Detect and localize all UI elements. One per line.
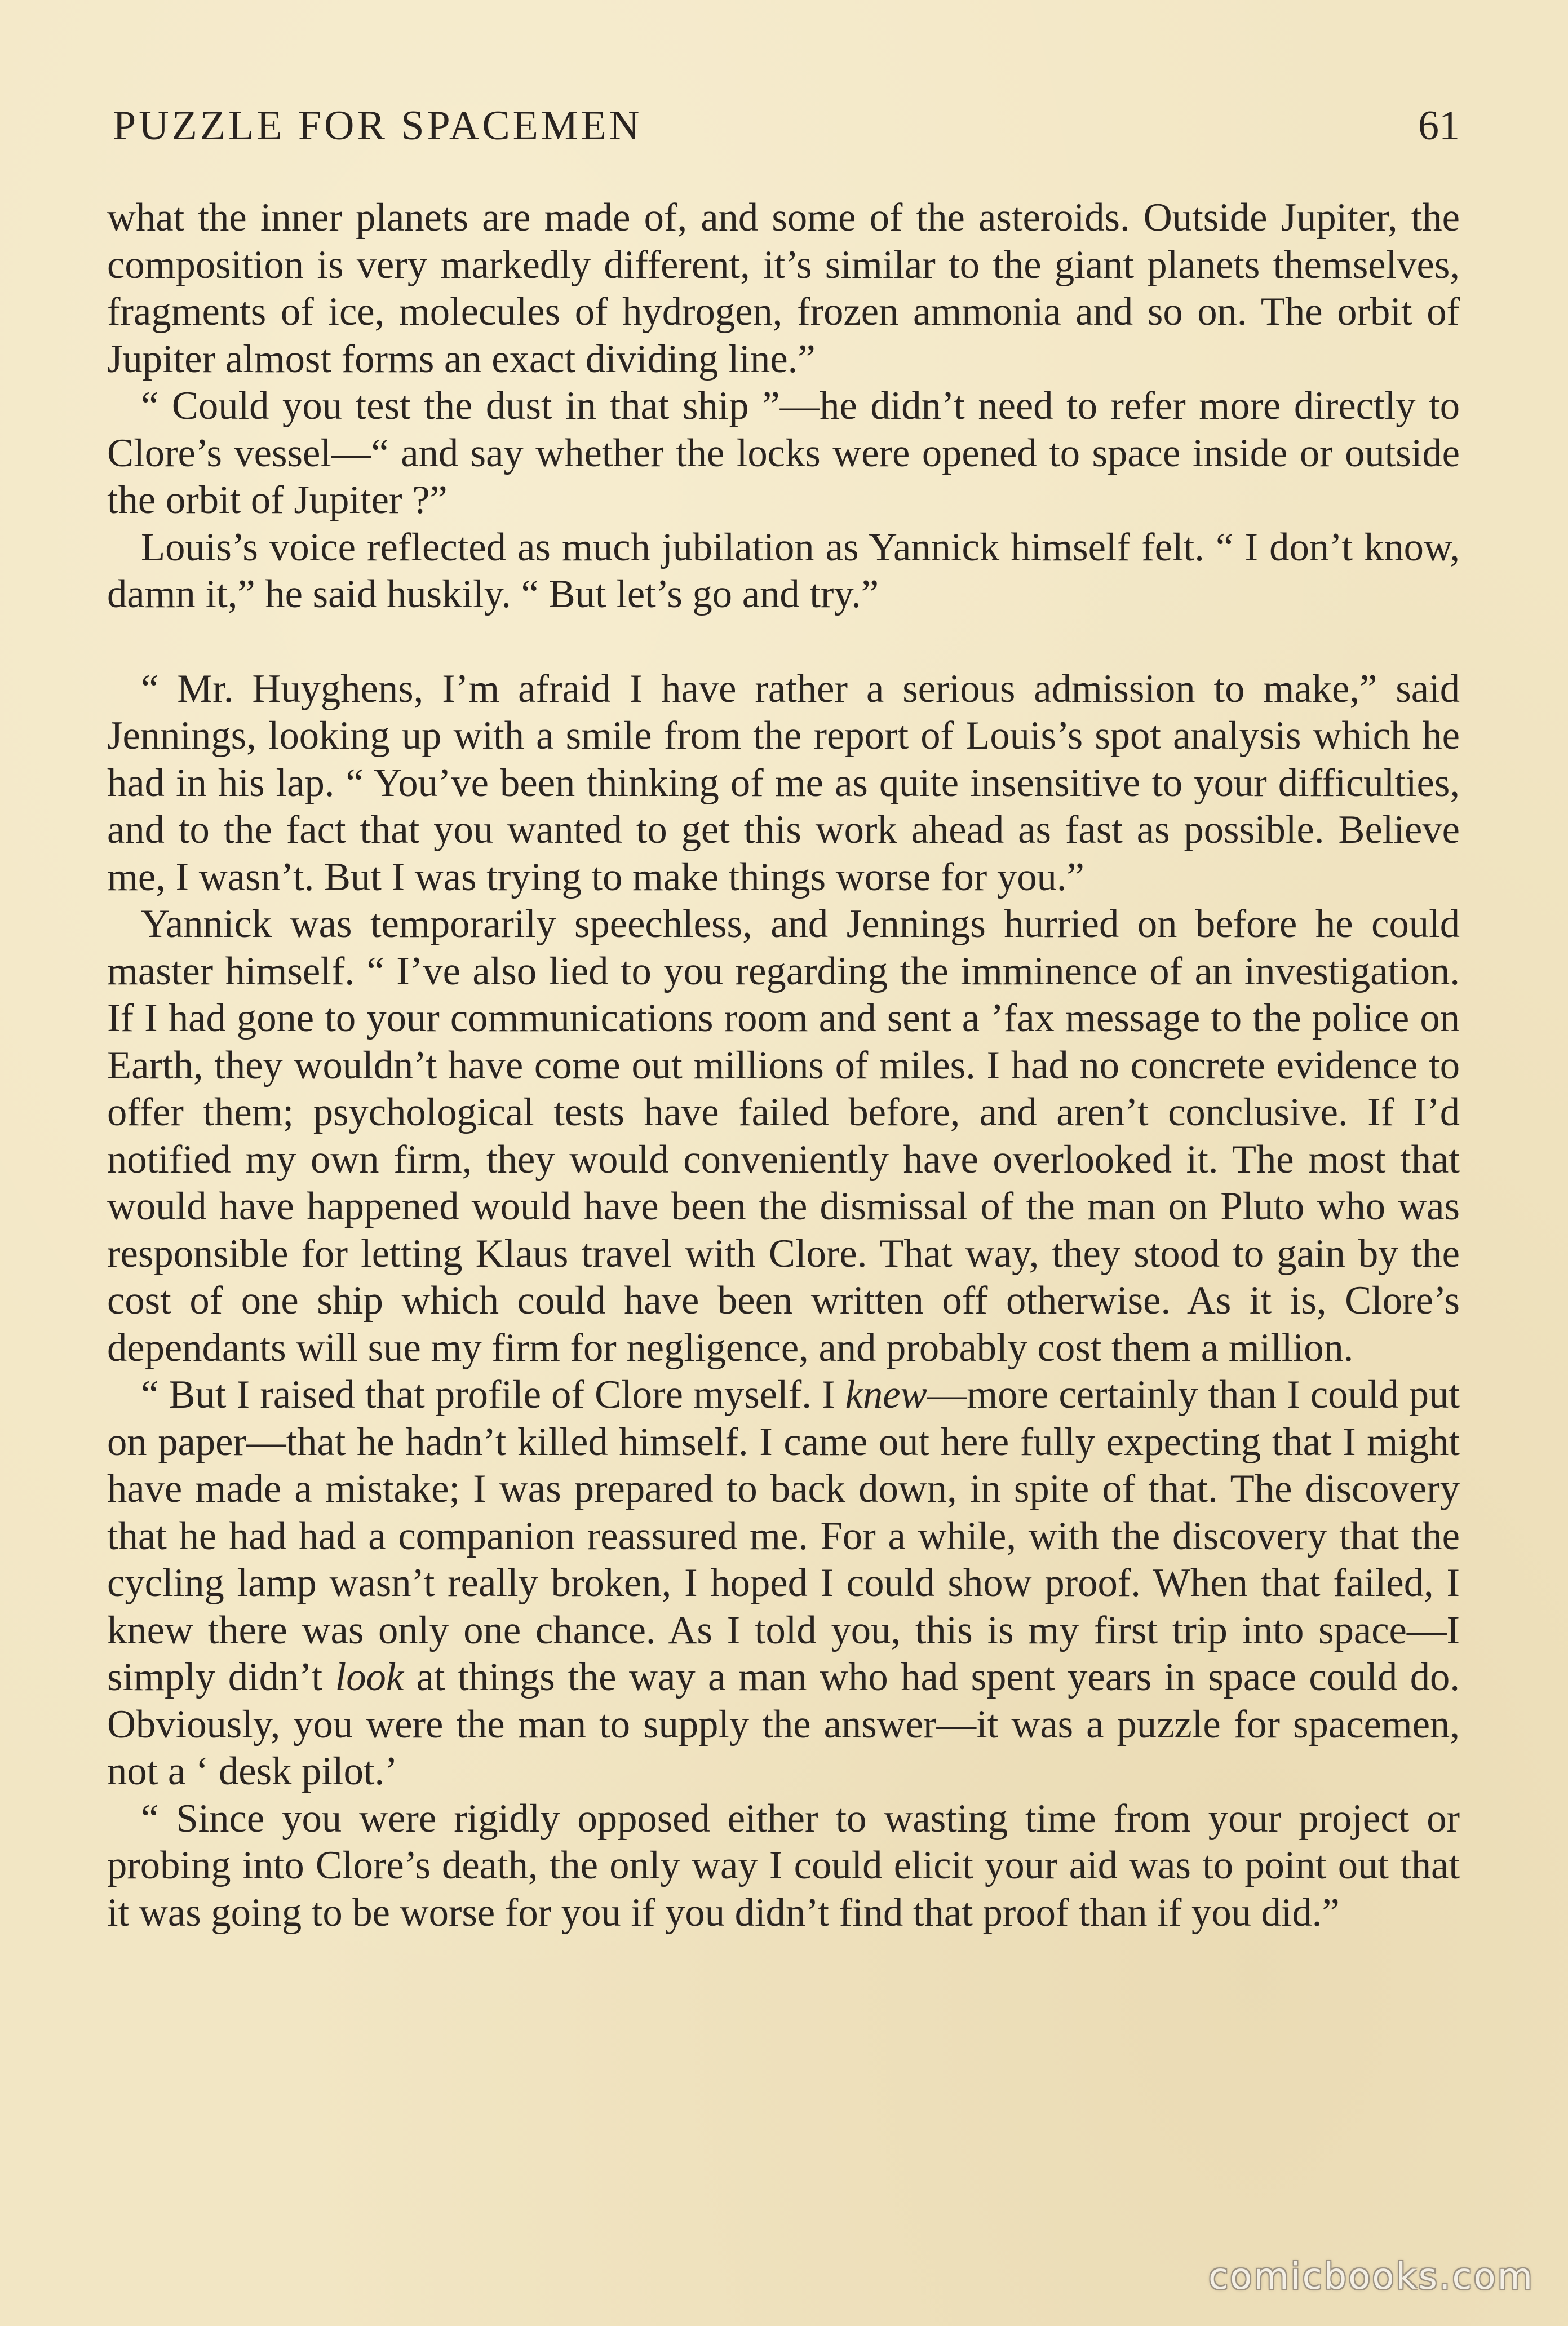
running-head bbox=[113, 95, 1460, 157]
page-number: 61 bbox=[1418, 103, 1460, 149]
watermark: comicbooks.com bbox=[1208, 2256, 1534, 2298]
emphasis-look: look bbox=[335, 1655, 404, 1699]
paragraph-6-part-3: at things the way a man who had spent years in space could do. Obviously, you were the man to supply the answer—it was a puzzle for spacemen, not a ‘ desk pilot.’ bbox=[107, 1655, 1460, 1793]
paragraph-1: what the inner planets are made of, and some of the asteroids. Outside Jupiter, the composition is very markedly different, it’s similar to the giant planets themselves, fragments of ice, molecules of hydrogen, frozen ammonia and so on. The orbit of Jupiter almost forms an exact dividing line.” bbox=[107, 196, 1460, 381]
paragraph-5: Yannick was temporarily speechless, and Jennings hurried on before he could master himself. “ I’ve also lied to you regarding the imminence of an investigation. If I had gone to your communications room and sent a ’fax message to the police on Earth, they wouldn’t have come out millions of miles. I had no concrete evidence to offer them; psychological tests have failed before, and aren’t conclusive. If I’d notified my own firm, they would conveniently have overlooked it. The most that would have happened would have been the dismissal of the man on Pluto who was responsible for letting Klaus travel with Clore. That way, they stood to gain by the cost of one ship which could have been written off otherwise. As it is, Clore’s dependants will sue my firm for negligence, and probably cost them a million. bbox=[107, 902, 1460, 1370]
running-title: PUZZLE FOR SPACEMEN bbox=[113, 103, 643, 149]
paragraph-6-part-2: —more certainly than I could put on paper—that he hadn’t killed himself. I came out here fully expecting that I might have made a mistake; I was prepared to back down, in spite of that. The discovery that he had had a companion reassured me. For a while, with the discovery that the cycling lamp wasn’t really broken, I hoped I could show proof. When that failed, I knew there was only one chance. As I told you, this is my first trip into space—I simply didn’t bbox=[107, 1373, 1460, 1699]
paragraph-3: Louis’s voice reflected as much jubilation as Yannick himself felt. “ I don’t know, damn it,” he said huskily. “ But let’s go and try.” bbox=[107, 525, 1460, 616]
section-break bbox=[107, 618, 1460, 666]
paragraph-6 bbox=[107, 1372, 1460, 1796]
emphasis-knew: knew bbox=[845, 1373, 927, 1417]
paragraph-6-part-1: “ But I raised that profile of Clore myself. I bbox=[141, 1373, 845, 1417]
paragraph-2: “ Could you test the dust in that ship ”—he didn’t need to refer more directly to Clore’s vessel—“ and say whether the locks were opened to space inside or outside the orbit of Jupiter ?” bbox=[107, 384, 1460, 522]
paragraph-4: “ Mr. Huyghens, I’m afraid I have rather a serious admission to make,” said Jennings, looking up with a smile from the report of Louis’s spot analysis which he had in his lap. “ You’ve been thinking of me as quite insensitive to your difficulties, and to the fact that you wanted to get this work ahead as fast as possible. Believe me, I wasn’t. But I was trying to make things worse for you.” bbox=[107, 666, 1460, 899]
body-text bbox=[107, 194, 1460, 1936]
paragraph-7: “ Since you were rigidly opposed either to wasting time from your project or probing into Clore’s death, the only way I could elicit your aid was to point out that it was going to be worse for you if you didn’t find that proof than if you did.” bbox=[107, 1796, 1460, 1935]
